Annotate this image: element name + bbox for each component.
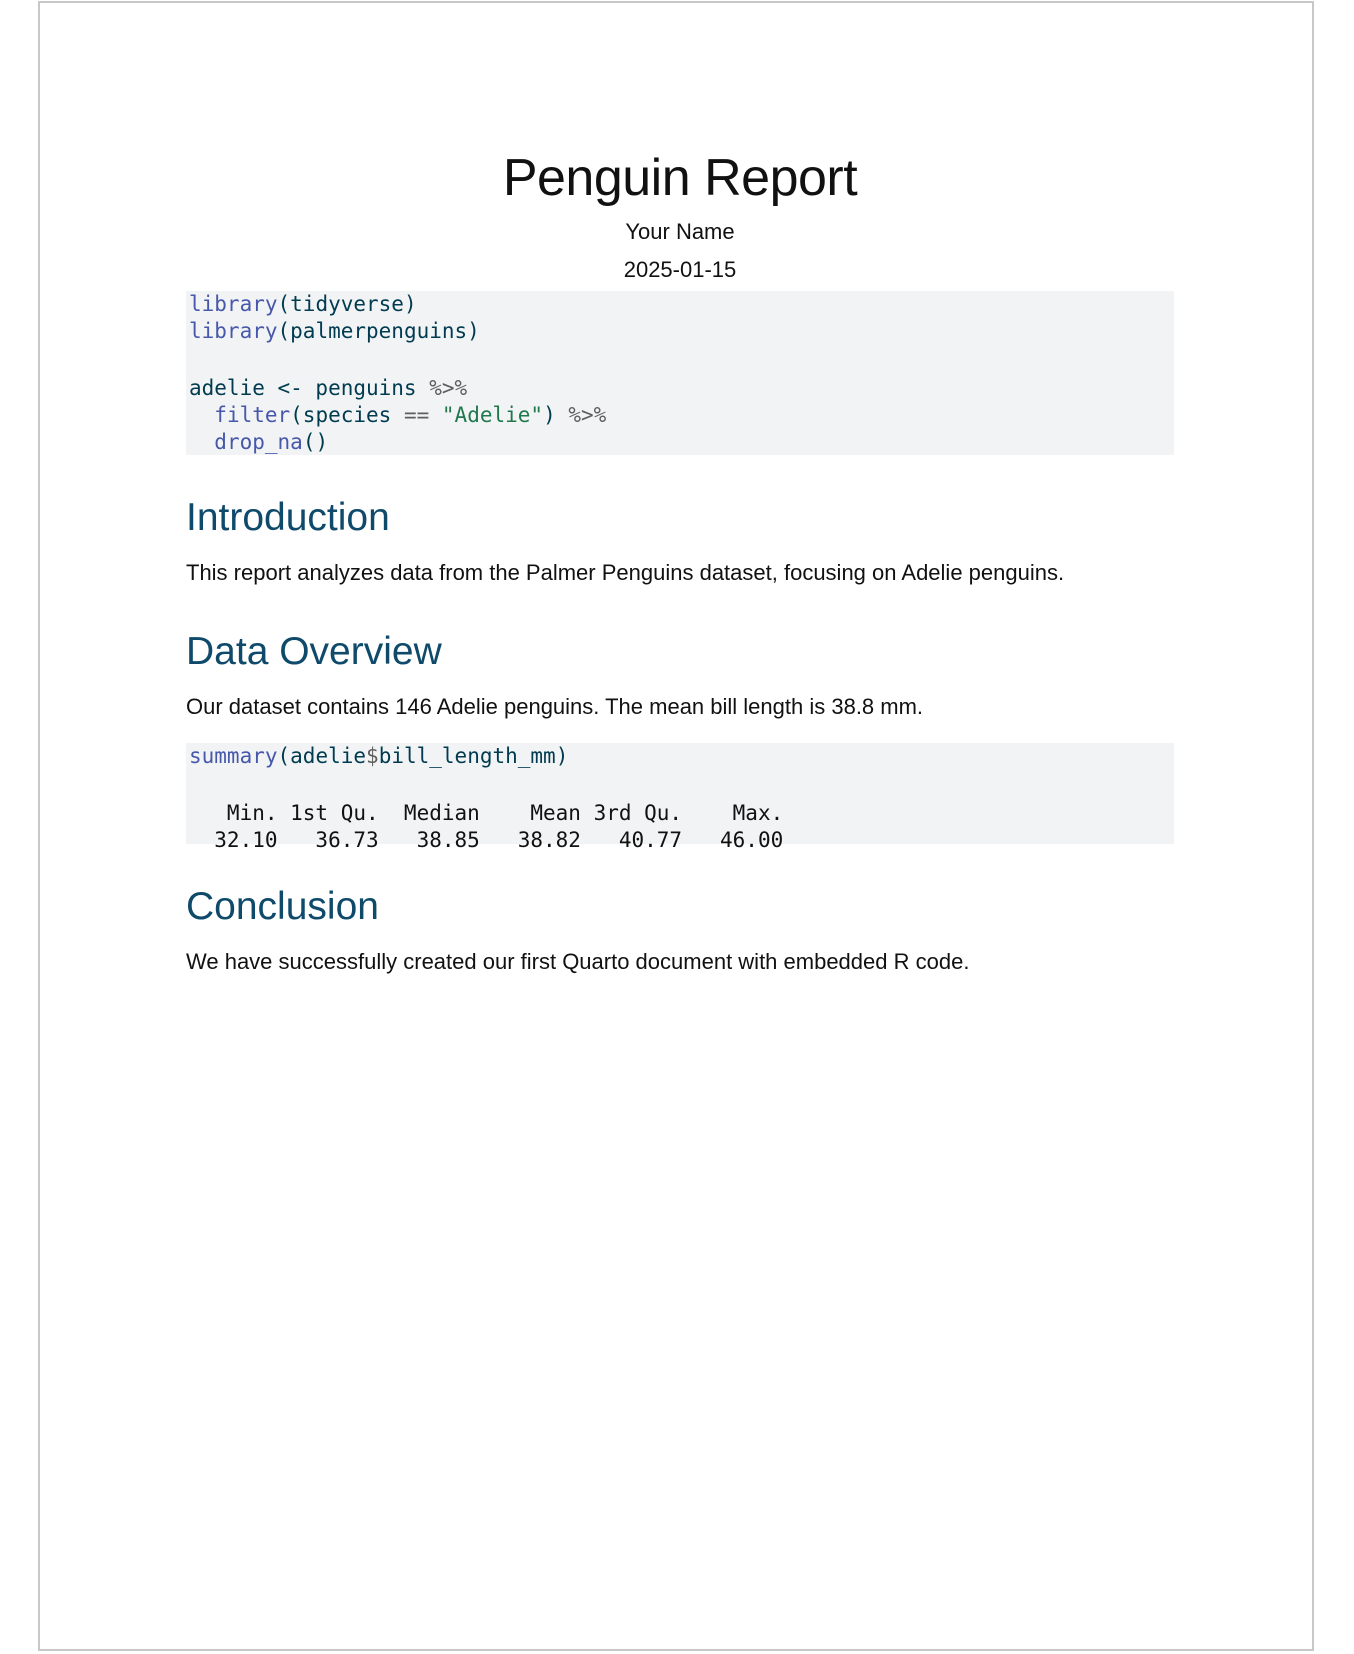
code-function: library — [189, 292, 278, 316]
code-text: (palmerpenguins) — [277, 319, 480, 343]
document-content — [186, 143, 1174, 978]
introduction-paragraph: This report analyzes data from the Palmer Penguins dataset, focusing on Adelie penguins. — [186, 560, 1065, 585]
code-blank-line — [189, 770, 1171, 800]
code-text: bill_length_mm) — [378, 744, 569, 768]
code-operator: %>% — [568, 403, 607, 427]
code-indent — [189, 403, 214, 427]
code-line — [189, 375, 1171, 402]
code-output-values: 32.10 36.73 38.85 38.82 40.77 46.00 — [189, 828, 796, 852]
code-output-header: Min. 1st Qu. Median Mean 3rd Qu. Max. — [189, 801, 796, 825]
code-block-summary[interactable] — [186, 743, 1174, 852]
code-function: library — [189, 319, 278, 343]
code-blank-line — [189, 345, 1171, 375]
code-indent — [189, 430, 214, 454]
code-function: summary — [189, 744, 278, 768]
section-heading-introduction: Introduction — [186, 496, 390, 539]
code-function: filter — [214, 403, 291, 427]
code-text: adelie <- penguins — [189, 376, 430, 400]
code-space — [429, 403, 442, 427]
code-operator: == — [403, 403, 430, 427]
code-line — [189, 429, 1171, 456]
document-date: 2025-01-15 — [623, 257, 737, 282]
section-heading-conclusion: Conclusion — [186, 885, 379, 928]
code-operator: %>% — [429, 376, 468, 400]
code-line — [189, 291, 1171, 318]
code-block-setup[interactable] — [186, 291, 1174, 455]
code-line — [189, 318, 1171, 345]
code-line — [189, 743, 1171, 770]
document-page — [38, 1, 1314, 1651]
code-text: (species — [290, 403, 404, 427]
code-text: () — [302, 430, 329, 454]
data-overview-paragraph: Our dataset contains 146 Adelie penguins. The mean bill length is 38.8 mm. — [186, 694, 924, 719]
section-heading-data-overview: Data Overview — [186, 630, 442, 673]
code-text: (tidyverse) — [277, 292, 417, 316]
code-text: (adelie — [277, 744, 367, 768]
code-operator: $ — [366, 744, 379, 768]
document-author: Your Name — [625, 219, 735, 244]
code-text: ) — [543, 403, 569, 427]
code-string: "Adelie" — [441, 403, 544, 427]
conclusion-paragraph: We have successfully created our first Quarto document with embedded R code. — [186, 949, 970, 974]
code-function: drop_na — [214, 430, 303, 454]
code-line — [189, 402, 1171, 429]
document-title: Penguin Report — [502, 149, 858, 207]
